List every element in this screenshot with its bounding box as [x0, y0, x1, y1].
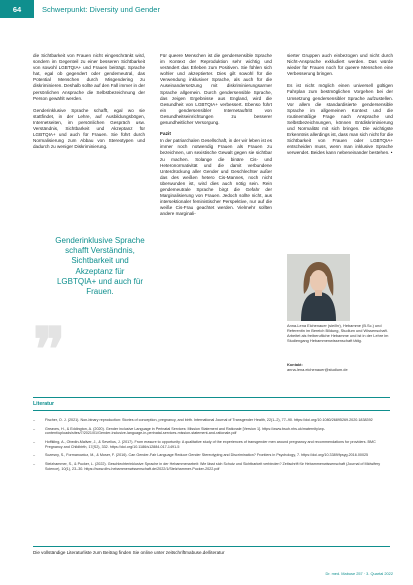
- paragraph: Genderinklusive Sprache schafft, egal wo sie stattfindet, in der Lehre, auf Ausbildungsbögen, Internetseiten, im persönlichen Gespräch usw. Verständnis, Sichtbarkeit und Akzeptanz für LGBTQIA+ und auch für Frauen. Sie führt durch Normalisierung zum Abbau von Stereotypen und dadurch zu weniger Diskriminierung.: [33, 107, 145, 150]
- literature-list: [33, 418, 390, 475]
- author-contact: [287, 363, 393, 373]
- page-header: [0, 0, 413, 18]
- portrait-image-icon: [287, 254, 350, 321]
- literature-box: [33, 397, 390, 547]
- section-heading: Fazit: [160, 132, 171, 138]
- list-item: – Fischer, O. J. (2021). Non-binary reproduction: Stories of conception, pregnancy, and birth. International Journal of Transgender Health, 22(1–2), 77–90. https://doi.org/10.1080/26895269.2020.1838392: [33, 418, 373, 422]
- column-2: [160, 53, 272, 223]
- column-3: [287, 53, 393, 163]
- section-title: Schwerpunkt: Diversity und Gender: [42, 4, 160, 14]
- paragraph: In der patriarchalen Gesellschaft, in der wir leben ist es immer noch notwendig Frauen als Frauen zu bezeichnen, um sexistische Gewalt gegen sie sichtbar zu machen. Solange die binäre Cis- und Heteronormativität und die damit verbundene Unterdrückung aller Gender und Geschlechter außer das des weißen hetero Cis-Mannes, noch nicht überwunden ist, wird dies auch nötig sein. Rein gendemeutrale Sprache birgt die Gefahr der Marginalisierung von Frauen. Jedoch sollte nicht, aus intersektionaler feministischer Perspektive, nur auf die weiße Cis-Frau geachtet werden. Vielmehr sollten andere marginali-: [160, 138, 272, 217]
- list-item: – Hoffkling, A., Obedin-Maliver, J., & Sevelius, J. (2017). From erasure to opportunity: A qualitative study of the experiences of transgender men around pregnancy and recommendations for providers. BMC Pregnancy and Childbirth, 17(S2), 332. https://doi.org/10.1186/s12884-017-1491-5: [33, 439, 376, 449]
- literature-footnote: Die vollständige Literaturliste zum Beitrag finden Sie online unter zeitschriftmabuse.de/literatur: [33, 550, 225, 555]
- author-portrait: [287, 254, 350, 321]
- paragraph: sierter Gruppen auch einbezogen und nicht durch Nicht-Ansprache exkludiert werden. Das würde wieder für Frauen noch für queere Menschen eine Verbesserung bringen.: [287, 53, 393, 77]
- page-number: 64: [0, 0, 34, 18]
- quote-mark-icon: ❞: [33, 315, 66, 385]
- contact-label: Kontakt:: [287, 362, 303, 367]
- column-1: [33, 53, 145, 156]
- author-caption: Anna-Lena Eichenauer (sie/ihr), Hebamme (B.Sc.) und Referentin im Bereich Bildung, Studium und Wissenschaft. Arbeitet als freiberufliche Hebamme und ist in der Lehre im Studiengang Hebammenwissenschaft tätig.: [287, 323, 389, 343]
- contact-email[interactable]: anna-lena.eichenauer@studium.de: [287, 366, 348, 372]
- pull-quote: Genderinklusive Sprache schafft Verständnis, Sichtbarkeit und Akzeptanz für LGBTQIA+ und auch für Frauen.: [55, 236, 145, 297]
- list-item: – Stelzhammer, S., & Pucker, L. (2022). Geschlechterinklusive Sprache in der Hebammenarbeit: Wie lässt sich Schutz und Sichtbarkeit verbinden? Zeitschrift für Hebammenwissenschaft (Journal of Midwifery Science), 10(1), 23–30. https://www.dhv-hebammenwissenschaft.de/2022/1/Stelzhammer-Pucker-2022.pdf: [33, 461, 381, 471]
- paragraph: die Sichtbarkeit von Frauen nicht eingeschränkt wird, sondern im Gegenteil zu einer besseren Sichtbarkeit von sowohl LGBTQIA+ und Frauen beiträgt. Sprache hat, egal ob gegendert oder gendemeutral, das Potential Menschen durch Misgendering zu diskriminieren. Deshalb sollte auf den Fall immer in der persönlichen Ansprache die Selbstbezeichnung der Person gewählt werden.: [33, 53, 145, 101]
- paragraph: Für queere Menschen ist die gendersensible Sprache im Kontext der Reproduktion sehr wichtig und verändert das Erleben zum Positiven. Sie fühlen sich wohler und akzeptierter. Dies gilt sowohl für die Verwendung inklusiver Sprache, als auch für die Auseinandersetzung mit diskriminierungsarmer Sprache allgemein. Durch gendersensible Sprache, das zeigen Ergebnisse aus England, wird die Gesundheit von LGBTQIA+ verbessert. Ebenso führt ein gendersensibler Internetauftritt von Gesundheitseinrichtungen zu besserer gesundheitlicher Versorgung.: [160, 53, 272, 126]
- page-footer: Dr. med. Mabuse 257 · 3. Quartal 2022: [325, 571, 393, 576]
- literature-heading: Literatur: [33, 398, 390, 411]
- list-item: – Sczesny, S., Formanowicz, M., & Moser, F. (2016). Can Gender-Fair Language Reduce Gender Stereotyping and Discrimination? Frontiers in Psychology, 7. https://doi.org/10.3389/fpsyg.2016.00025: [33, 453, 369, 458]
- list-item: – Greaves, H., & Eddington, A. (2020). Gender inclusive Language in Perinatal Services: Mission Statement and Rationale [Version 1]. https://www.bsuh.nhs.uk/maternity/wp-content/uploads/sites/7/2021/01/Gender-inclusive-language-in-perinatal-services-mission-statement-and-rationale.pdf: [33, 426, 325, 436]
- paragraph: Es ist nicht möglich einen universell gültigen Fahrplan zum bestmöglichen Vorgehen bei der Umsetzung gendersensibler Sprache aufzustellen. Vor allem die standardisierte gendersensible Sprache im allgemeinen Kontext und die routinemäßige Frage nach Ansprache und Selbstbezeichnungen, können Entdiskriminierung und Normalität mit sich bringen. Die wichtigste Erkenntnis allerdings ist, dass man sich nicht für die Sichtbarkeit von Frauen oder LGBTQIA+ entscheiden muss, wenn man inklusive Sprache verwendet. Beides kann nebeneinander bestehen. •: [287, 83, 393, 156]
